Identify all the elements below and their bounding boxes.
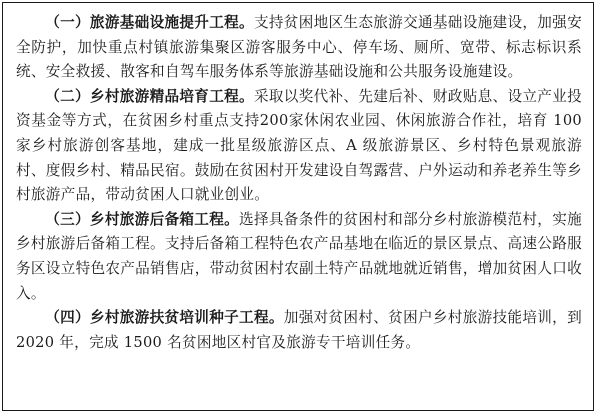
document-frame [2,2,594,411]
paragraph-1-heading: （一）旅游基础设施提升工程。 [45,14,254,31]
paragraph-1-body: 支持贫困地区生态旅游交通基础设施建设，加强安全防护，加快重点村镇旅游集聚区游客服务中心、停车场、厕所、宽带、标志标识系统、安全救援、散客和自驾车服务体系等旅游基础设施和公共服务设施建设。 [16,14,582,81]
paragraph-2-body: 采取以奖代补、先建后补、财政贴息、设立产业投资基金等方式，在贫困乡村重点支持200家休闲农业园、休闲旅游合作社，培育 100家乡村旅游创客基地，建成一批星级旅游区点、A 级旅游景区、乡村特色景观旅游村、度假乡村、精品民宿。鼓励在贫困村开发建设自驾露营、户外运动和养老养生等乡村旅游产品，带动贫困人口就业创业。 [16,87,582,204]
paragraph-3 [16,208,582,306]
paragraph-1 [16,11,582,85]
paragraph-3-heading: （三）乡村旅游后备箱工程。 [45,210,240,228]
paragraph-2-heading: （二）乡村旅游精品培育工程。 [45,87,254,105]
paragraph-4-heading: （四）乡村旅游扶贫培训种子工程。 [45,309,284,327]
paragraph-4 [16,306,582,355]
paragraph-2 [16,85,582,208]
paragraph-4-body: 加强对贫困村、贫困户乡村旅游技能培训，到 2020 年，完成 1500 名贫困地区村官及旅游专干培训任务。 [16,309,582,351]
paragraph-3-body: 选择具备条件的贫困村和部分乡村旅游模范村，实施乡村旅游后备箱工程。支持后备箱工程特色农产品基地在临近的景区景点、高速公路服务区设立特色农产品销售店，带动贫困村农副土特产品就地就近销售，增加贫困人口收入。 [16,210,582,302]
